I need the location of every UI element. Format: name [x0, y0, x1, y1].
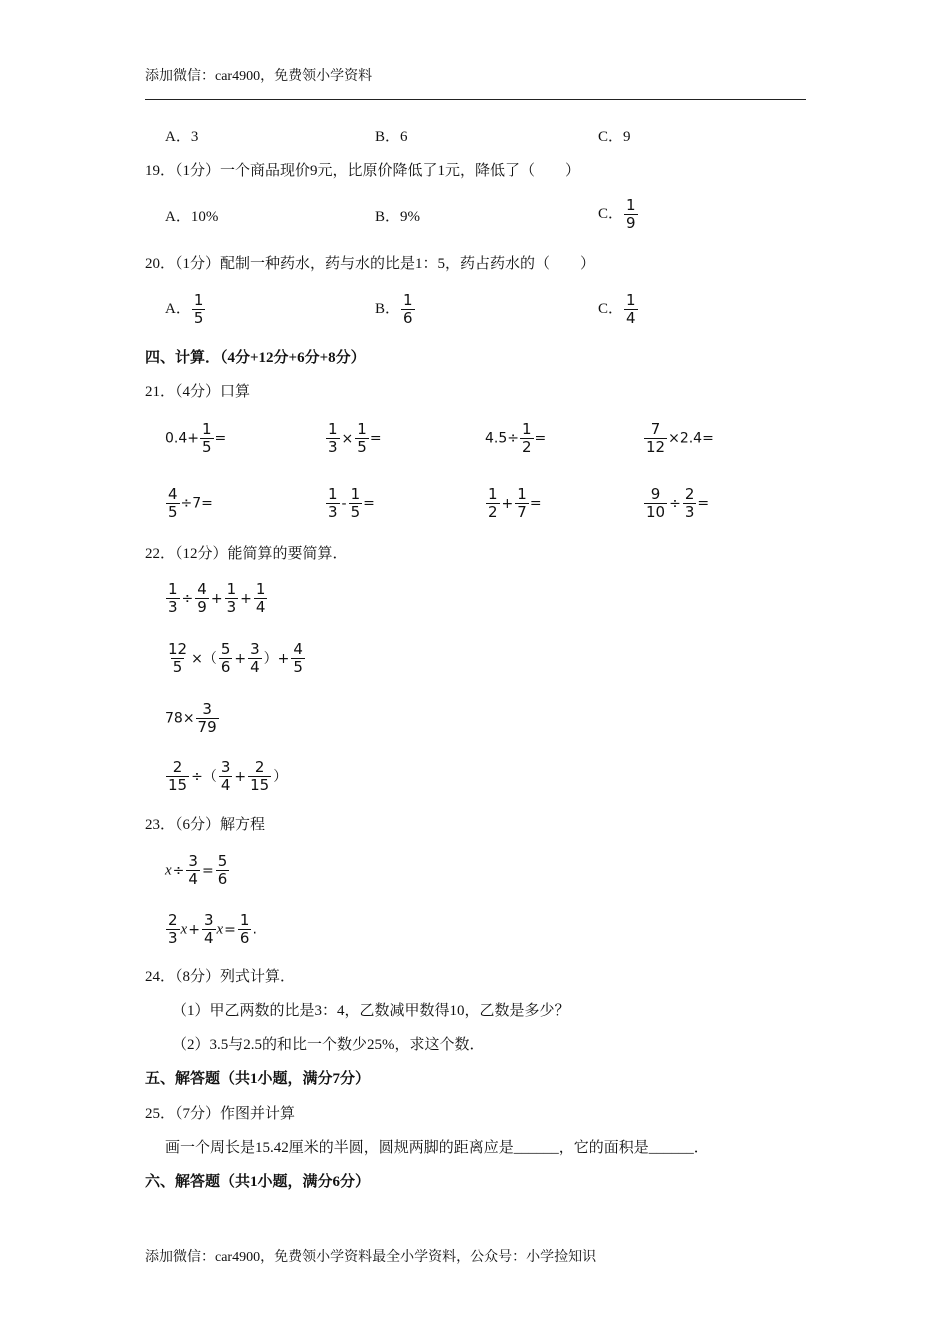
section-six-heading: 六、解答题（共1小题，满分6分）: [145, 1174, 371, 1190]
q20-option-b: [375, 292, 416, 327]
q20-option-a: [165, 292, 206, 327]
page-footer: 添加微信：car4900，免费领小学资料最全小学资料，公众号：小学捡知识: [145, 1250, 597, 1265]
q21-expr-5: $\frac{4}{5}$ ÷7=: [168, 485, 213, 521]
q21-expr-3: 4.5÷ $\frac{1}{2}$ =: [485, 420, 547, 456]
q24-subquestion-2: （2）3.5与2.5的和比一个数少25%，求这个数．: [172, 1037, 485, 1053]
q19-stem: 19．（1分）一个商品现价9元，比原价降低了1元，降低了（ ）: [145, 163, 581, 179]
page-header: 添加微信：car4900，免费领小学资料: [145, 69, 373, 84]
q23-stem: 23．（6分）解方程: [145, 817, 266, 833]
q23-equation-1: x÷ $\frac{3}{4}$ = $\frac{5}{6}$: [165, 852, 228, 888]
q21-stem: 21．（4分）口算: [145, 384, 251, 400]
q22-problem-4: $\frac{2}{15}$ ÷（ $\frac{3}{4}$ + $\frac{2}{15}$ ）: [168, 758, 288, 794]
header-divider: [145, 99, 806, 100]
q22-problem-1: $\frac{1}{3}$ ÷ $\frac{4}{9}$ + $\frac{1}{3}$ + $\frac{1}{4}$: [168, 580, 266, 616]
fraction: $\frac{1}{9}$: [626, 196, 636, 232]
fraction: $\frac{1}{4}$: [626, 291, 636, 327]
section-four-heading: 四、计算．（4分+12分+6分+8分）: [145, 350, 366, 366]
q21-expr-8: $\frac{9}{10}$ ÷ $\frac{2}{3}$ =: [646, 485, 710, 521]
q21-expr-4: $\frac{7}{12}$ ×2.4=: [646, 420, 714, 456]
q24-subquestion-1: （1）甲乙两数的比是3：4，乙数减甲数得10，乙数是多少？: [172, 1003, 570, 1019]
q21-expr-1: 0.4+ $\frac{1}{5}$ =: [165, 420, 227, 456]
fraction: $\frac{1}{6}$: [403, 291, 413, 327]
q22-problem-2: $\frac{12}{5}$ ×（ $\frac{5}{6}$ + $\frac{3}{4}$ ）+ $\frac{4}{5}$: [168, 640, 303, 676]
q20-option-c: [598, 292, 639, 327]
q19-option-c: [598, 197, 639, 232]
option-label: C．: [598, 300, 624, 317]
q24-stem: 24．（8分）列式计算．: [145, 969, 296, 985]
fraction: $\frac{1}{5}$: [193, 291, 204, 327]
q23-equation-2: $\frac{2}{3}$ x+ $\frac{3}{4}$ x= $\frac{1}{6}$ .: [168, 911, 257, 947]
option-label: B．: [375, 300, 401, 317]
section-five-heading: 五、解答题（共1小题，满分7分）: [145, 1071, 371, 1087]
q19-option-a: A．10%: [165, 209, 219, 225]
q21-expr-2: $\frac{1}{3}$ × $\frac{1}{5}$ =: [328, 420, 382, 456]
option-label: A．: [165, 300, 191, 317]
q21-expr-7: $\frac{1}{2}$ + $\frac{1}{7}$ =: [488, 485, 542, 521]
q19-option-b: B．9%: [375, 209, 421, 225]
q18-option-c: C．9: [598, 129, 631, 145]
q22-stem: 22．（12分）能简算的要简算．: [145, 546, 348, 562]
q18-option-b: B．6: [375, 129, 408, 145]
q18-option-a: A．3: [165, 129, 199, 145]
q25-stem: 25．（7分）作图并计算: [145, 1106, 296, 1122]
q22-problem-3: 78× $\frac{3}{79}$: [165, 700, 217, 736]
q21-expr-6: $\frac{1}{3}$ - $\frac{1}{5}$ =: [328, 485, 375, 521]
option-label: C．: [598, 205, 624, 222]
q25-body: 画一个周长是15.42厘米的半圆，圆规两脚的距离应是______，它的面积是______．: [165, 1140, 709, 1156]
q20-stem: 20．（1分）配制一种药水，药与水的比是1：5，药占药水的（ ）: [145, 256, 596, 272]
